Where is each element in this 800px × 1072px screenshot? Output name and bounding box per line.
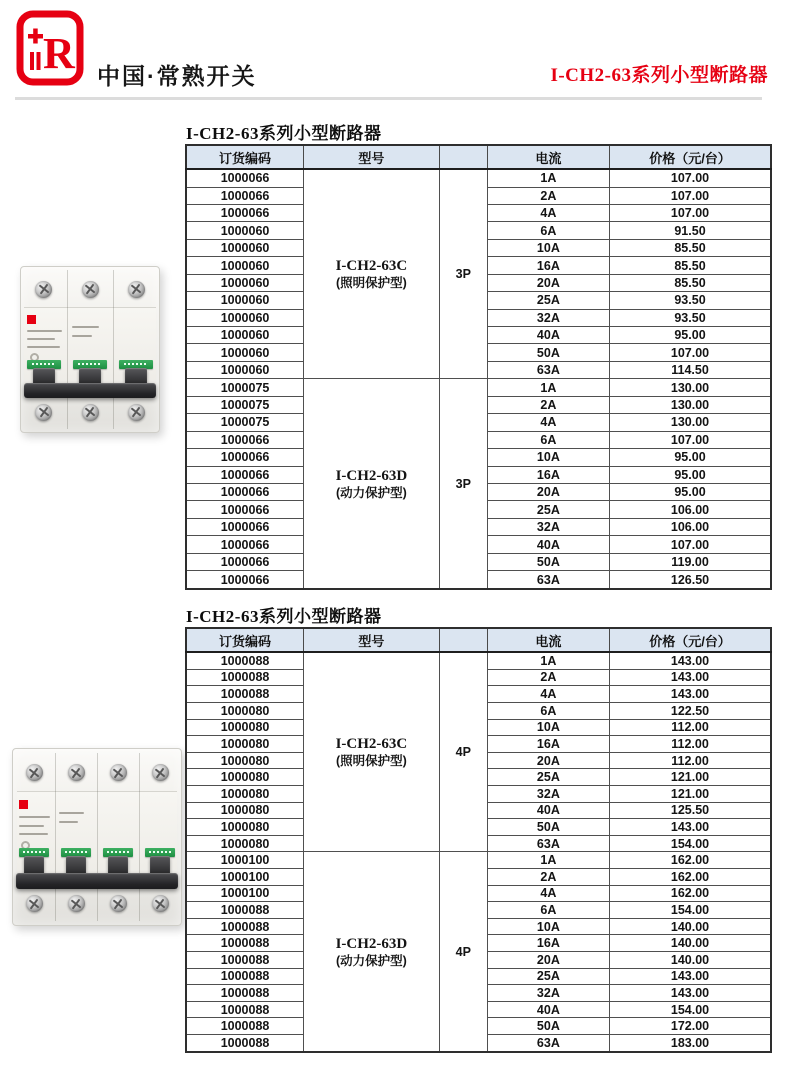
current-cell: 20A	[487, 952, 609, 969]
current-cell: 10A	[487, 239, 609, 256]
order-code-cell: 1000066	[186, 169, 304, 187]
order-code-cell: 1000060	[186, 361, 304, 378]
price-cell: 172.00	[610, 1018, 771, 1035]
price-cell: 85.50	[610, 257, 771, 274]
model-note: (照明保护型)	[336, 754, 407, 769]
price-cell: 130.00	[610, 414, 771, 431]
brand-name: 中国·常熟开关	[97, 63, 257, 89]
order-code-cell: 1000066	[186, 518, 304, 535]
current-cell: 1A	[487, 379, 609, 396]
table-row	[186, 169, 771, 187]
label-text-line	[27, 346, 59, 348]
current-cell: 40A	[487, 1001, 609, 1018]
label-text-line	[72, 335, 93, 337]
table-row	[186, 379, 771, 396]
current-cell: 16A	[487, 466, 609, 483]
current-cell: 6A	[487, 431, 609, 448]
current-cell: 6A	[487, 702, 609, 719]
label-text-line	[19, 825, 44, 827]
price-cell: 106.00	[610, 501, 771, 518]
current-cell: 25A	[487, 292, 609, 309]
order-code-cell: 1000066	[186, 553, 304, 570]
current-cell: 40A	[487, 802, 609, 819]
screw-icon	[82, 281, 99, 298]
price-cell: 112.00	[610, 719, 771, 736]
order-code-cell: 1000080	[186, 802, 304, 819]
poles-cell: 3P	[439, 169, 487, 379]
order-code-cell: 1000088	[186, 985, 304, 1002]
current-cell: 63A	[487, 571, 609, 589]
label-text-line	[27, 330, 62, 332]
screw-icon	[128, 281, 145, 298]
order-code-cell: 1000088	[186, 669, 304, 686]
current-cell: 40A	[487, 327, 609, 344]
col-header-model: 型号	[304, 628, 440, 652]
order-code-cell: 1000060	[186, 344, 304, 361]
brand-logo-icon	[16, 10, 84, 86]
order-code-cell: 1000088	[186, 968, 304, 985]
breaker-photo-3p	[20, 266, 160, 433]
current-cell: 32A	[487, 309, 609, 326]
order-code-cell: 1000080	[186, 769, 304, 786]
current-cell: 32A	[487, 985, 609, 1002]
order-code-cell: 1000066	[186, 571, 304, 589]
current-cell: 25A	[487, 968, 609, 985]
table-row	[186, 852, 771, 869]
current-cell: 50A	[487, 553, 609, 570]
current-cell: 4A	[487, 204, 609, 221]
order-code-cell: 1000088	[186, 686, 304, 703]
order-code-cell: 1000080	[186, 736, 304, 753]
price-cell: 143.00	[610, 968, 771, 985]
col-header-order-code: 订货编码	[186, 145, 304, 169]
current-cell: 20A	[487, 483, 609, 500]
current-cell: 16A	[487, 736, 609, 753]
current-cell: 50A	[487, 819, 609, 836]
pole-divider	[55, 753, 56, 922]
mini-logo-icon	[19, 800, 28, 809]
price-cell: 130.00	[610, 396, 771, 413]
table-header-row	[186, 145, 771, 169]
table-title: I-CH2-63系列小型断路器	[186, 124, 382, 143]
model-name: I-CH2-63D	[335, 935, 408, 952]
price-cell: 107.00	[610, 344, 771, 361]
model-note: (动力保护型)	[336, 953, 407, 968]
current-cell: 50A	[487, 344, 609, 361]
price-cell: 107.00	[610, 431, 771, 448]
screw-icon	[152, 895, 169, 912]
order-code-cell: 1000088	[186, 952, 304, 969]
model-name: I-CH2-63C	[335, 736, 408, 753]
price-cell: 95.00	[610, 466, 771, 483]
screw-icon	[26, 764, 43, 781]
price-cell: 121.00	[610, 785, 771, 802]
screw-icon	[82, 404, 99, 421]
price-cell: 119.00	[610, 553, 771, 570]
price-cell: 154.00	[610, 835, 771, 852]
current-cell: 10A	[487, 719, 609, 736]
current-cell: 4A	[487, 686, 609, 703]
header-divider	[15, 97, 762, 100]
price-cell: 143.00	[610, 819, 771, 836]
model-note: (照明保护型)	[336, 276, 407, 291]
current-cell: 4A	[487, 414, 609, 431]
price-cell: 143.00	[610, 669, 771, 686]
current-cell: 25A	[487, 501, 609, 518]
price-cell: 125.50	[610, 802, 771, 819]
model-cell	[304, 169, 440, 379]
price-cell: 85.50	[610, 274, 771, 291]
col-header-price: 价格（元/台）	[610, 628, 771, 652]
mini-logo-icon	[27, 315, 36, 324]
current-cell: 10A	[487, 449, 609, 466]
price-cell: 107.00	[610, 204, 771, 221]
order-code-cell: 1000080	[186, 702, 304, 719]
order-code-cell: 1000060	[186, 222, 304, 239]
table-header-row	[186, 628, 771, 652]
current-cell: 16A	[487, 935, 609, 952]
current-cell: 2A	[487, 187, 609, 204]
price-cell: 114.50	[610, 361, 771, 378]
price-cell: 106.00	[610, 518, 771, 535]
order-code-cell: 1000060	[186, 239, 304, 256]
current-cell: 32A	[487, 785, 609, 802]
pole-divider	[97, 753, 98, 922]
pole-divider	[113, 270, 114, 428]
current-cell: 20A	[487, 752, 609, 769]
order-code-cell: 1000088	[186, 935, 304, 952]
current-cell: 2A	[487, 868, 609, 885]
screw-icon	[35, 281, 52, 298]
order-code-cell: 1000066	[186, 466, 304, 483]
price-cell: 95.00	[610, 483, 771, 500]
price-cell: 122.50	[610, 702, 771, 719]
model-cell	[304, 379, 440, 589]
screw-icon	[26, 895, 43, 912]
price-cell: 143.00	[610, 985, 771, 1002]
col-header-current: 电流	[487, 628, 609, 652]
order-code-cell: 1000066	[186, 501, 304, 518]
order-code-cell: 1000088	[186, 1018, 304, 1035]
order-code-cell: 1000080	[186, 752, 304, 769]
price-cell: 107.00	[610, 169, 771, 187]
price-cell: 140.00	[610, 918, 771, 935]
model-name: I-CH2-63D	[335, 467, 408, 484]
current-cell: 4A	[487, 885, 609, 902]
col-header-model: 型号	[304, 145, 440, 169]
price-cell: 107.00	[610, 536, 771, 553]
price-cell: 91.50	[610, 222, 771, 239]
price-cell: 85.50	[610, 239, 771, 256]
model-cell	[304, 852, 440, 1052]
current-cell: 63A	[487, 361, 609, 378]
table-row	[186, 652, 771, 669]
order-code-cell: 1000080	[186, 819, 304, 836]
order-code-cell: 1000075	[186, 396, 304, 413]
col-header-poles	[439, 628, 487, 652]
order-code-cell: 1000088	[186, 1001, 304, 1018]
price-cell: 162.00	[610, 868, 771, 885]
label-text-line	[59, 821, 78, 823]
order-code-cell: 1000060	[186, 257, 304, 274]
order-code-cell: 1000100	[186, 852, 304, 869]
price-cell: 95.00	[610, 449, 771, 466]
price-cell: 154.00	[610, 902, 771, 919]
price-cell: 93.50	[610, 309, 771, 326]
col-header-price: 价格（元/台）	[610, 145, 771, 169]
price-cell: 140.00	[610, 952, 771, 969]
current-cell: 6A	[487, 902, 609, 919]
price-cell: 95.00	[610, 327, 771, 344]
screw-icon	[110, 764, 127, 781]
order-code-cell: 1000088	[186, 902, 304, 919]
order-code-cell: 1000075	[186, 379, 304, 396]
order-code-cell: 1000066	[186, 536, 304, 553]
current-cell: 1A	[487, 169, 609, 187]
toggle-tie-bar	[24, 383, 156, 398]
doc-title: I-CH2-63系列小型断路器	[550, 65, 768, 86]
order-code-cell: 1000066	[186, 449, 304, 466]
order-code-cell: 1000100	[186, 885, 304, 902]
col-header-poles	[439, 145, 487, 169]
price-table-4p	[185, 627, 772, 1053]
screw-icon	[68, 895, 85, 912]
pole-divider	[139, 753, 140, 922]
order-code-cell: 1000060	[186, 309, 304, 326]
order-code-cell: 1000088	[186, 1035, 304, 1052]
price-cell: 121.00	[610, 769, 771, 786]
price-cell: 162.00	[610, 885, 771, 902]
current-cell: 63A	[487, 1035, 609, 1052]
price-cell: 143.00	[610, 686, 771, 703]
price-cell: 154.00	[610, 1001, 771, 1018]
current-cell: 16A	[487, 257, 609, 274]
current-cell: 2A	[487, 396, 609, 413]
col-header-order-code: 订货编码	[186, 628, 304, 652]
order-code-cell: 1000080	[186, 835, 304, 852]
svg-text:R: R	[43, 29, 75, 78]
model-note: (动力保护型)	[336, 485, 407, 500]
price-table-3p	[185, 144, 772, 590]
model-name: I-CH2-63C	[335, 258, 408, 275]
poles-cell: 3P	[439, 379, 487, 589]
order-code-cell: 1000066	[186, 431, 304, 448]
order-code-cell: 1000066	[186, 204, 304, 221]
screw-icon	[152, 764, 169, 781]
price-cell: 93.50	[610, 292, 771, 309]
order-code-cell: 1000060	[186, 274, 304, 291]
order-code-cell: 1000075	[186, 414, 304, 431]
price-cell: 107.00	[610, 187, 771, 204]
order-code-cell: 1000080	[186, 719, 304, 736]
screw-icon	[110, 895, 127, 912]
poles-cell: 4P	[439, 652, 487, 852]
label-text-line	[27, 338, 55, 340]
order-code-cell: 1000060	[186, 327, 304, 344]
price-cell: 183.00	[610, 1035, 771, 1052]
order-code-cell: 1000100	[186, 868, 304, 885]
order-code-cell: 1000066	[186, 187, 304, 204]
price-cell: 143.00	[610, 652, 771, 669]
order-code-cell: 1000080	[186, 785, 304, 802]
current-cell: 6A	[487, 222, 609, 239]
price-cell: 140.00	[610, 935, 771, 952]
order-code-cell: 1000060	[186, 292, 304, 309]
current-cell: 63A	[487, 835, 609, 852]
current-cell: 1A	[487, 852, 609, 869]
price-cell: 112.00	[610, 736, 771, 753]
toggle-tie-bar	[16, 873, 177, 889]
model-cell	[304, 652, 440, 852]
current-cell: 50A	[487, 1018, 609, 1035]
screw-icon	[35, 404, 52, 421]
table-title: I-CH2-63系列小型断路器	[186, 607, 382, 626]
screw-icon	[68, 764, 85, 781]
current-cell: 32A	[487, 518, 609, 535]
screw-icon	[128, 404, 145, 421]
label-text-line	[19, 816, 51, 818]
current-cell: 10A	[487, 918, 609, 935]
poles-cell: 4P	[439, 852, 487, 1052]
col-header-current: 电流	[487, 145, 609, 169]
price-cell: 112.00	[610, 752, 771, 769]
order-code-cell: 1000088	[186, 652, 304, 669]
price-cell: 126.50	[610, 571, 771, 589]
brand-logo	[16, 10, 84, 86]
current-cell: 40A	[487, 536, 609, 553]
pole-divider	[67, 270, 68, 428]
breaker-photo-4p	[12, 748, 182, 926]
order-code-cell: 1000088	[186, 918, 304, 935]
cross-icon	[28, 29, 43, 44]
current-cell: 1A	[487, 652, 609, 669]
current-cell: 20A	[487, 274, 609, 291]
price-cell: 162.00	[610, 852, 771, 869]
price-cell: 130.00	[610, 379, 771, 396]
current-cell: 25A	[487, 769, 609, 786]
order-code-cell: 1000066	[186, 483, 304, 500]
current-cell: 2A	[487, 669, 609, 686]
